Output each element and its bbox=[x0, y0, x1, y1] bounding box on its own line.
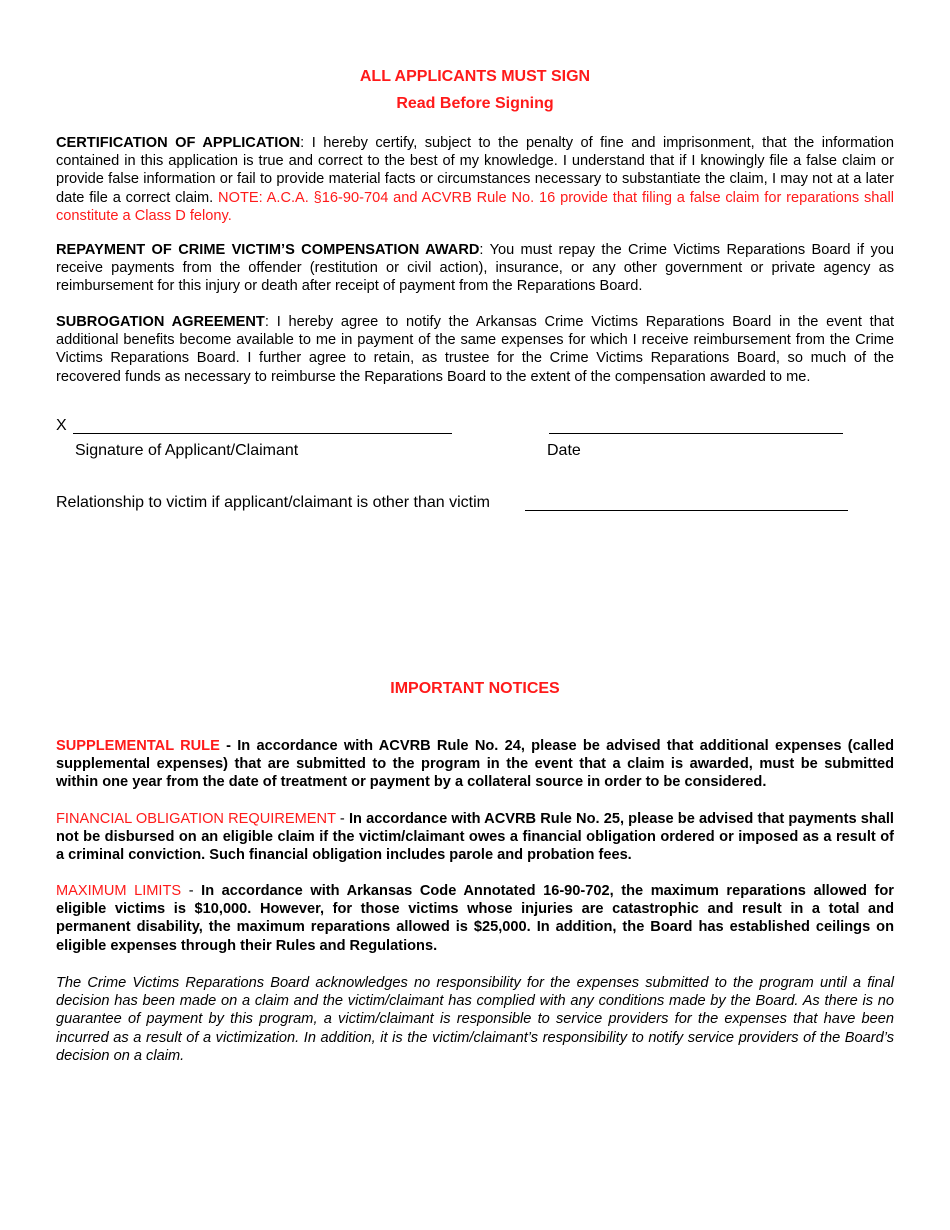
certification-paragraph bbox=[56, 134, 894, 225]
supplemental-rule-body: - In accordance with ACVRB Rule No. 24, please be advised that additional expenses (called supplemental expenses) that are submitted to the program in the event that a claim is awarded, must be submitted within one year from the date of treatment or payment by a collateral source in order to be considered. bbox=[56, 738, 894, 791]
certification-body: : I hereby certify, subject to the penalty of fine and imprisonment, that the information contained in this application is true and correct to the best of my knowledge. I understand that if I knowingly file a false claim or provide false information or fail to provide material facts or circumstances necessary to substantiate the claim, I may not at a later date file a correct claim. bbox=[56, 135, 894, 206]
maximum-limits-separator: - bbox=[181, 883, 202, 899]
signature-line[interactable] bbox=[73, 433, 452, 434]
supplemental-rule-heading: SUPPLEMENTAL RULE bbox=[56, 738, 220, 754]
maximum-limits-paragraph bbox=[56, 882, 894, 955]
signature-label: Signature of Applicant/Claimant bbox=[75, 442, 299, 459]
maximum-limits-heading: MAXIMUM LIMITS bbox=[56, 883, 182, 899]
relationship-label: Relationship to victim if applicant/claimant is other than victim bbox=[56, 494, 490, 511]
supplemental-rule-paragraph bbox=[56, 737, 894, 792]
relationship-line[interactable] bbox=[525, 510, 848, 511]
date-label: Date bbox=[547, 442, 581, 459]
board-disclaimer: The Crime Victims Reparations Board acknowledges no responsibility for the expenses submitted to the program until a final decision has been made on a claim and the victim/claimant has complied with any conditions made by the Board. As there is no guarantee of payment by this program, a victim/claimant is responsible to service providers for the expenses that have been incurred as a result of a victimization. In addition, it is the victim/claimant’s responsibility to notify service providers of the Board’s decision on a claim. bbox=[56, 975, 894, 1064]
repayment-paragraph bbox=[56, 241, 894, 296]
maximum-limits-body: In accordance with Arkansas Code Annotated 16-90-702, the maximum reparations allowed for eligible victims is $10,000. However, for those victims whose injuries are catastrophic and result in a total and permanent disability, the maximum reparations allowed is $25,000. In addition, the Board has established ceilings on eligible expenses through their Rules and Regulations. bbox=[56, 883, 894, 954]
subrogation-body: : I hereby agree to notify the Arkansas Crime Victims Reparations Board in the event that additional benefits become available to me in payment of the same expenses for which I receive reimbursement from the Crime Victims Reparations Board. I further agree to retain, as trustee for the Crime Victims Reparations Board, so much of the recovered funds as necessary to reimburse the Reparations Board to the extent of the compensation awarded to me. bbox=[56, 314, 894, 385]
page-subtitle: Read Before Signing bbox=[396, 95, 554, 112]
notices-title: IMPORTANT NOTICES bbox=[390, 680, 560, 697]
signature-x-mark: X bbox=[56, 417, 67, 434]
financial-obligation-paragraph bbox=[56, 810, 894, 865]
subrogation-heading: SUBROGATION AGREEMENT bbox=[56, 314, 265, 330]
financial-obligation-heading: FINANCIAL OBLIGATION REQUIREMENT bbox=[56, 811, 336, 827]
financial-obligation-body: In accordance with ACVRB Rule No. 25, please be advised that payments shall not be disbursed on an eligible claim if the victim/claimant owes a financial obligation ordered or imposed as a result of a criminal conviction. Such financial obligation includes parole and probation fees. bbox=[56, 811, 894, 864]
financial-obligation-separator: - bbox=[335, 811, 349, 827]
date-line[interactable] bbox=[549, 433, 843, 434]
certification-heading: CERTIFICATION OF APPLICATION bbox=[56, 135, 301, 151]
subrogation-paragraph bbox=[56, 313, 894, 386]
page-title: ALL APPLICANTS MUST SIGN bbox=[359, 68, 591, 85]
certification-note: NOTE: A.C.A. §16-90-704 and ACVRB Rule No. 16 provide that filing a false claim for reparations shall constitute a Class D felony. bbox=[56, 189, 894, 224]
repayment-heading: REPAYMENT OF CRIME VICTIM’S COMPENSATION AWARD bbox=[56, 242, 480, 258]
repayment-body: : You must repay the Crime Victims Reparations Board if you receive payments from the offender (restitution or civil action), insurance, or any other government or private agency as reimbursement for this injury or death after receipt of payment from the Reparations Board. bbox=[56, 242, 894, 295]
